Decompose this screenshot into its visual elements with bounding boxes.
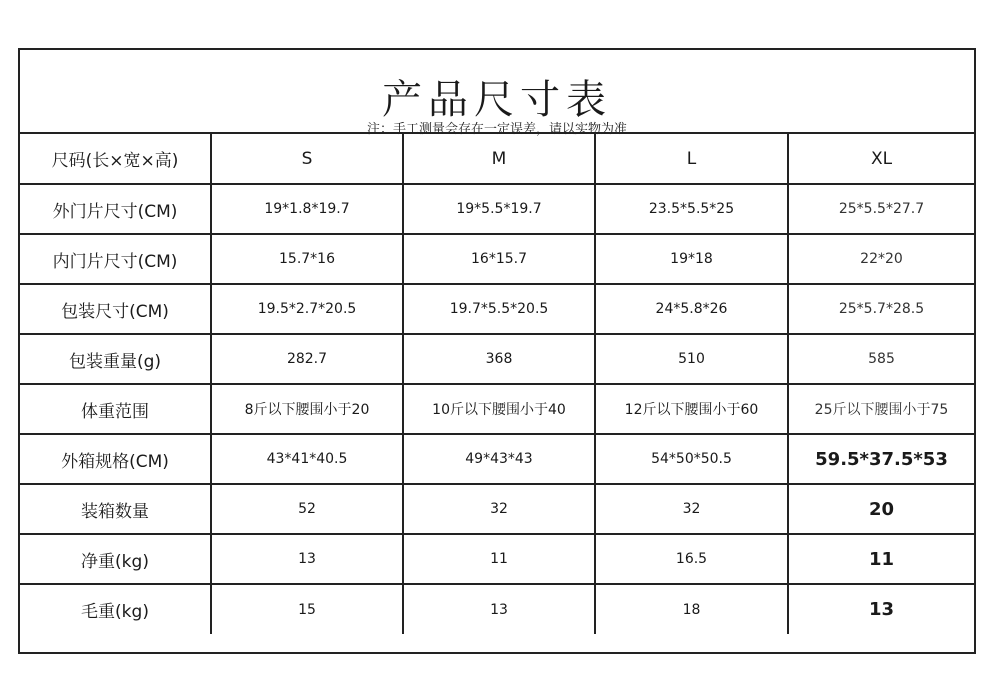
table-cell: 43*41*40.5 [211, 434, 403, 484]
table-cell: 19*1.8*19.7 [211, 184, 403, 234]
table-row [20, 384, 974, 434]
table-cell: 12斤以下腰围小于60 [595, 384, 788, 434]
row-label: 包装重量(g) [20, 334, 211, 384]
table-cell: 54*50*50.5 [595, 434, 788, 484]
size-table [20, 134, 974, 634]
table-cell: 25*5.7*28.5 [788, 284, 974, 334]
row-label: 外箱规格(CM) [20, 434, 211, 484]
table-header-row [20, 134, 974, 184]
page-title: 产品尺寸表 [382, 77, 612, 123]
row-label: 体重范围 [20, 384, 211, 434]
table-cell: 13 [788, 584, 974, 634]
row-label: 包装尺寸(CM) [20, 284, 211, 334]
table-cell: 510 [595, 334, 788, 384]
table-row [20, 484, 974, 534]
table-row [20, 584, 974, 634]
measurement-note: 注：手工测量会存在一定误差，请以实物为准 [366, 122, 627, 137]
header-cell-s: S [211, 134, 403, 184]
table-cell: 59.5*37.5*53 [788, 434, 974, 484]
table-row [20, 184, 974, 234]
table-cell: 20 [788, 484, 974, 534]
table-cell: 18 [595, 584, 788, 634]
header-cell-m: M [403, 134, 595, 184]
row-label: 内门片尺寸(CM) [20, 234, 211, 284]
table-row [20, 284, 974, 334]
title-block [20, 50, 974, 137]
table-cell: 368 [403, 334, 595, 384]
table-cell: 25斤以下腰围小于75 [788, 384, 974, 434]
table-cell: 16.5 [595, 534, 788, 584]
table-cell: 13 [403, 584, 595, 634]
table-cell: 13 [211, 534, 403, 584]
table-cell: 11 [403, 534, 595, 584]
table-cell: 585 [788, 334, 974, 384]
row-label: 装箱数量 [20, 484, 211, 534]
table-cell: 32 [403, 484, 595, 534]
table-cell: 15.7*16 [211, 234, 403, 284]
table-cell: 24*5.8*26 [595, 284, 788, 334]
table-cell: 16*15.7 [403, 234, 595, 284]
table-row [20, 434, 974, 484]
table-row [20, 234, 974, 284]
table-cell: 19*18 [595, 234, 788, 284]
table-cell: 32 [595, 484, 788, 534]
table-cell: 52 [211, 484, 403, 534]
table-cell: 15 [211, 584, 403, 634]
table-cell: 11 [788, 534, 974, 584]
header-cell-l: L [595, 134, 788, 184]
row-label: 外门片尺寸(CM) [20, 184, 211, 234]
table-cell: 22*20 [788, 234, 974, 284]
row-label: 净重(kg) [20, 534, 211, 584]
row-label: 毛重(kg) [20, 584, 211, 634]
table-cell: 8斤以下腰围小于20 [211, 384, 403, 434]
table-cell: 19*5.5*19.7 [403, 184, 595, 234]
table-cell: 49*43*43 [403, 434, 595, 484]
table-cell: 10斤以下腰围小于40 [403, 384, 595, 434]
header-cell-size: 尺码(长×宽×高) [20, 134, 211, 184]
table-cell: 19.7*5.5*20.5 [403, 284, 595, 334]
table-row [20, 334, 974, 384]
table-row [20, 534, 974, 584]
header-cell-xl: XL [788, 134, 974, 184]
table-cell: 19.5*2.7*20.5 [211, 284, 403, 334]
table-cell: 25*5.5*27.7 [788, 184, 974, 234]
table-cell: 282.7 [211, 334, 403, 384]
table-cell: 23.5*5.5*25 [595, 184, 788, 234]
size-chart-sheet [18, 48, 976, 654]
